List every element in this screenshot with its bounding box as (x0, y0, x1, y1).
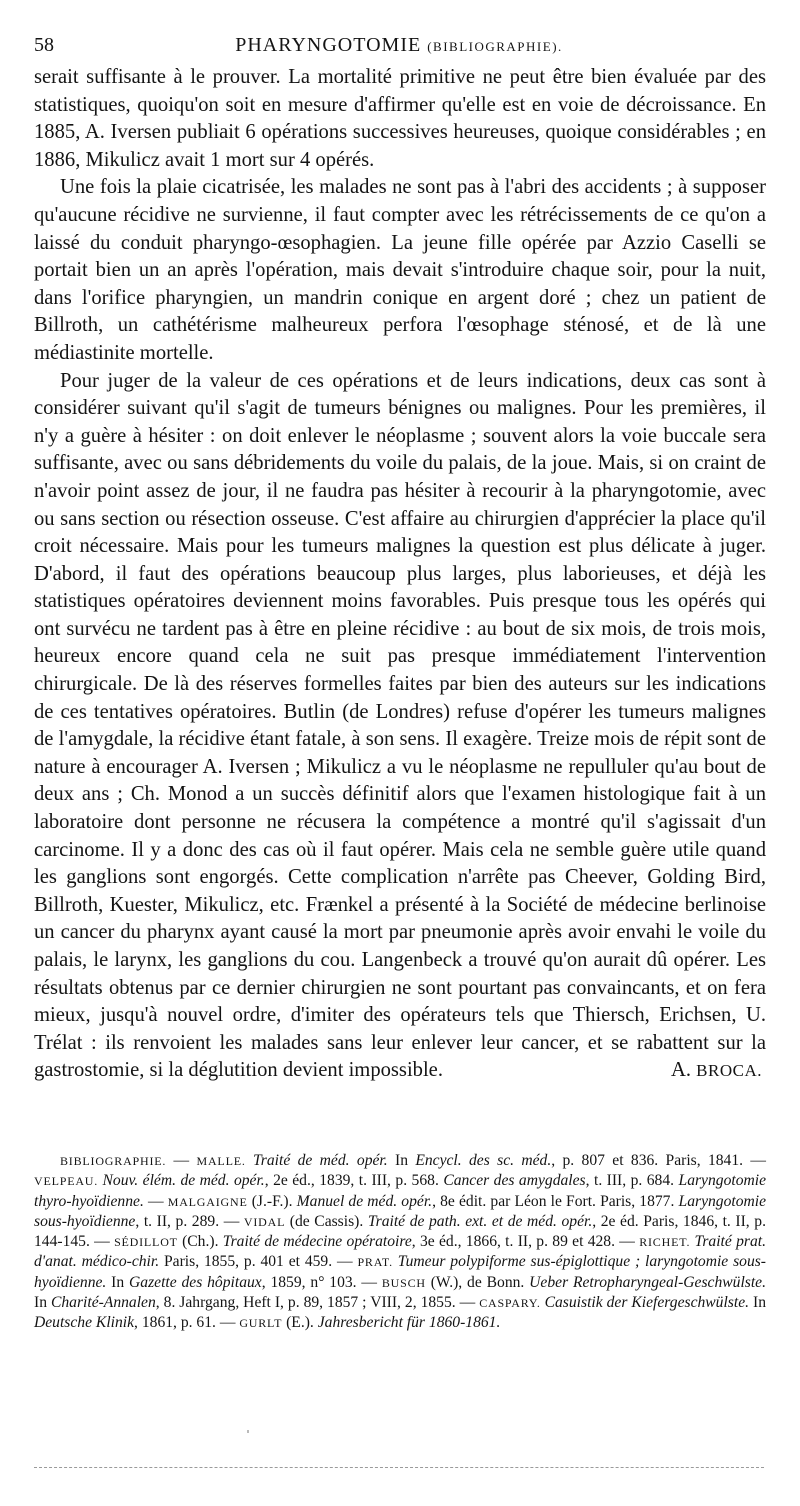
biblio-author: BUSCH (381, 1275, 426, 1290)
running-head (34, 30, 764, 62)
biblio-title: Jahresbericht für 1860-1861. (317, 1314, 501, 1332)
biblio-title: Casuistik der Kiefergeschwülste. (544, 1294, 750, 1312)
biblio-author: PRAT. (357, 1255, 393, 1270)
paragraph: Une fois la plaie cicatrisée, les malades ne sont pas à l'abri des accidents ; à supposer qu'aucune récidive ne survienne, il faut compter avec les rétrécissements de ce qu'on a laissé du conduit pharyngo-œsophagien. La jeune fille opérée par Azzio Caselli se portait bien un an après l'opération, mais devait s'introduire chaque soir, pour la nuit, dans l'orifice pharyngien, un mandrin conique en argent doré ; chez un patient de Billroth, un cathétérisme malheureux perfora l'œsophage sténosé, et de là une médiastinite mortelle. (34, 176, 766, 364)
biblio-title: Laryngotomie thyro-hyoïdienne. (34, 1172, 767, 1210)
paragraph: serait suffisante à le prouver. La mortalité primitive ne peut être bien évaluée par des statistiques, quoiqu'on soit en mesure d'affirmer qu'elle est en voie de décroissance. En 1885, A. Iversen publiait 6 opérations successives heureuses, quoique considérables ; en 1886, Mikulicz avait 1 mort sur 4 opérés. (34, 66, 766, 171)
biblio-title: Laryngotomie sous-hyoïdienne (34, 1192, 767, 1230)
biblio-title: Gazette des hôpitaux (129, 1273, 262, 1291)
paragraph (34, 368, 766, 1085)
running-title: PHARYNGOTOMIE (235, 34, 422, 56)
page-number: 58 (34, 34, 54, 56)
biblio-title: Tumeur polypiforme sus-épiglottique ; laryngotomie sous-hyoïdienne. (34, 1253, 766, 1291)
bibliography-label: BIBLIOGRAPHIE. (60, 1154, 167, 1168)
biblio-title: Encycl. des sc. méd. (415, 1152, 552, 1169)
biblio-author: MALLE. (196, 1154, 246, 1168)
biblio-title: Traité de médecine opératoire (222, 1233, 412, 1251)
biblio-title: Traité de méd. opér. (253, 1152, 388, 1169)
page-bottom-rule (34, 1467, 764, 1468)
biblio-title: Traité de path. ext. et de méd. opér. (367, 1212, 593, 1230)
scan-speck (247, 1430, 249, 1433)
biblio-title: Nouv. élém. de méd. opér. (102, 1172, 265, 1190)
biblio-author: VELPEAU. (34, 1174, 99, 1189)
biblio-title: Manuel de méd. opér. (296, 1192, 433, 1210)
biblio-title: Charité-Annalen (50, 1294, 156, 1312)
bibliography: BIBLIOGRAPHIE. — MALLE. Traité de méd. opér. In Encycl. des sc. méd., p. 807 et 836. Paris, 1841. — VELPEAU. Nouv. élém. de méd. opér., 2e éd., 1839, t. III, p. 568. Cancer des amygdales, t. III, p. 684. Laryngotomie thyro-hyoïdienne. — MALGAIGNE (J.-F.). Manuel de méd. opér., 8e édit. par Léon le Fort. Paris, 1877. Laryngotomie sous-hyoïdienne, t. II, p. 289. — VIDAL (de Cassis). Traité de path. ext. et de méd. opér., 2e éd. Paris, 1846, t. II, p. 144-145. — SÉDILLOT (Ch.). Traité de médecine opératoire, 3e éd., 1866, t. II, p. 89 et 428. — RICHET. Traité prat. d'anat. médico-chir. Paris, 1855, p. 401 et 459. — PRAT. Tumeur polypiforme sus-épiglottique ; laryngotomie sous-hyoïdienne. In Gazette des hôpitaux, 1859, n° 103. — BUSCH (W.), de Bonn. Ueber Retropharyngeal-Geschwülste. In Charité-Annalen, 8. Jahrgang, Heft I, p. 89, 1857 ; VIII, 2, 1855. — CASPARY. Casuistik der Kiefergeschwülste. In Deutsche Klinik, 1861, p. 61. — GURLT (E.). Jahresbericht für 1860-1861. (34, 1152, 767, 1332)
biblio-title: Traité prat. d'anat. médico-chir. (34, 1233, 766, 1271)
biblio-author: MALGAIGNE (167, 1194, 248, 1209)
biblio-author: VIDAL (243, 1214, 286, 1229)
biblio-author: RICHET. (639, 1235, 691, 1250)
biblio-author: CASPARY. (479, 1296, 541, 1311)
author-signature: A. BROCA. (670, 1059, 762, 1082)
biblio-author: GURLT (239, 1316, 283, 1331)
biblio-author: SÉDILLOT (114, 1235, 178, 1250)
article-body (34, 64, 766, 1085)
running-section: (BIBLIOGRAPHIE). (427, 39, 563, 54)
biblio-title: Deutsche Klinik (34, 1314, 135, 1332)
biblio-title: Ueber Retropharyngeal-Geschwülste. (529, 1273, 766, 1291)
paragraph-text: Pour juger de la valeur de ces opérations et de leurs indications, deux cas sont à considérer suivant qu'il s'agit de tumeurs bénignes ou malignes. Pour les premières, il n'y a guère à hésiter : on doit enlever le néoplasme ; souvent alors la voie buccale sera suffisante, avec ou sans débridements du voile du palais, de la joue. Mais, si on craint de n'avoir point assez de jour, il ne faudra pas hésiter à recourir à la pharyngotomie, avec ou sans section ou résection osseuse. C'est affaire au chirurgien d'apprécier la place qu'il croit nécessaire. Mais pour les tumeurs malignes la question est plus délicate à juger. D'abord, il faut des opérations beaucoup plus larges, plus laborieuses, et déjà les statistiques opératoires deviennent moins favorables. Puis presque tous les opérés qui ont survécu ne tardent pas à être en pleine récidive : au bout de six mois, de trois mois, heureux encore quand cela ne suit pas presque immédiatement l'intervention chirurgicale. De là des réserves formelles faites par bien des auteurs sur les indications de ces tentatives opératoires. Butlin (de Londres) refuse d'opérer les tumeurs malignes de l'amygdale, la récidive étant fatale, à son sens. Il exagère. Treize mois de répit sont de nature à encourager A. Iversen ; Mikulicz a vu le néoplasme ne repulluler qu'au bout de deux ans ; Ch. Monod a un succès définitif alors que l'examen histologique fait à un laboratoire dont personne ne récusera la compétence a montré qu'il s'agissait d'un carcinome. Il y a donc des cas où il faut opérer. Mais cela ne semble guère utile quand les ganglions sont engorgés. Cette complication n'arrête pas Cheever, Golding Bird, Billroth, Kuester, Mikulicz, etc. Frænkel a présenté à la Société de médecine berlinoise un cancer du pharynx ayant causé la mort par pneumonie après avoir envahi le voile du palais, le larynx, les ganglions du cou. Langenbeck a trouvé qu'on aurait dû opérer. Les résultats obtenus par ce dernier chirurgien ne sont pourtant pas convaincants, et on fera mieux, jusqu'à nouvel ordre, d'imiter des opérateurs tels que Thiersch, Erichsen, U. Trélat : ils renvoient les malades sans leur enlever leur cancer, et se rabattent sur la gastrostomie, si la déglutition devient impossible. (34, 369, 766, 1082)
page-header (34, 30, 764, 60)
biblio-title: Cancer des amygdales (443, 1172, 586, 1190)
